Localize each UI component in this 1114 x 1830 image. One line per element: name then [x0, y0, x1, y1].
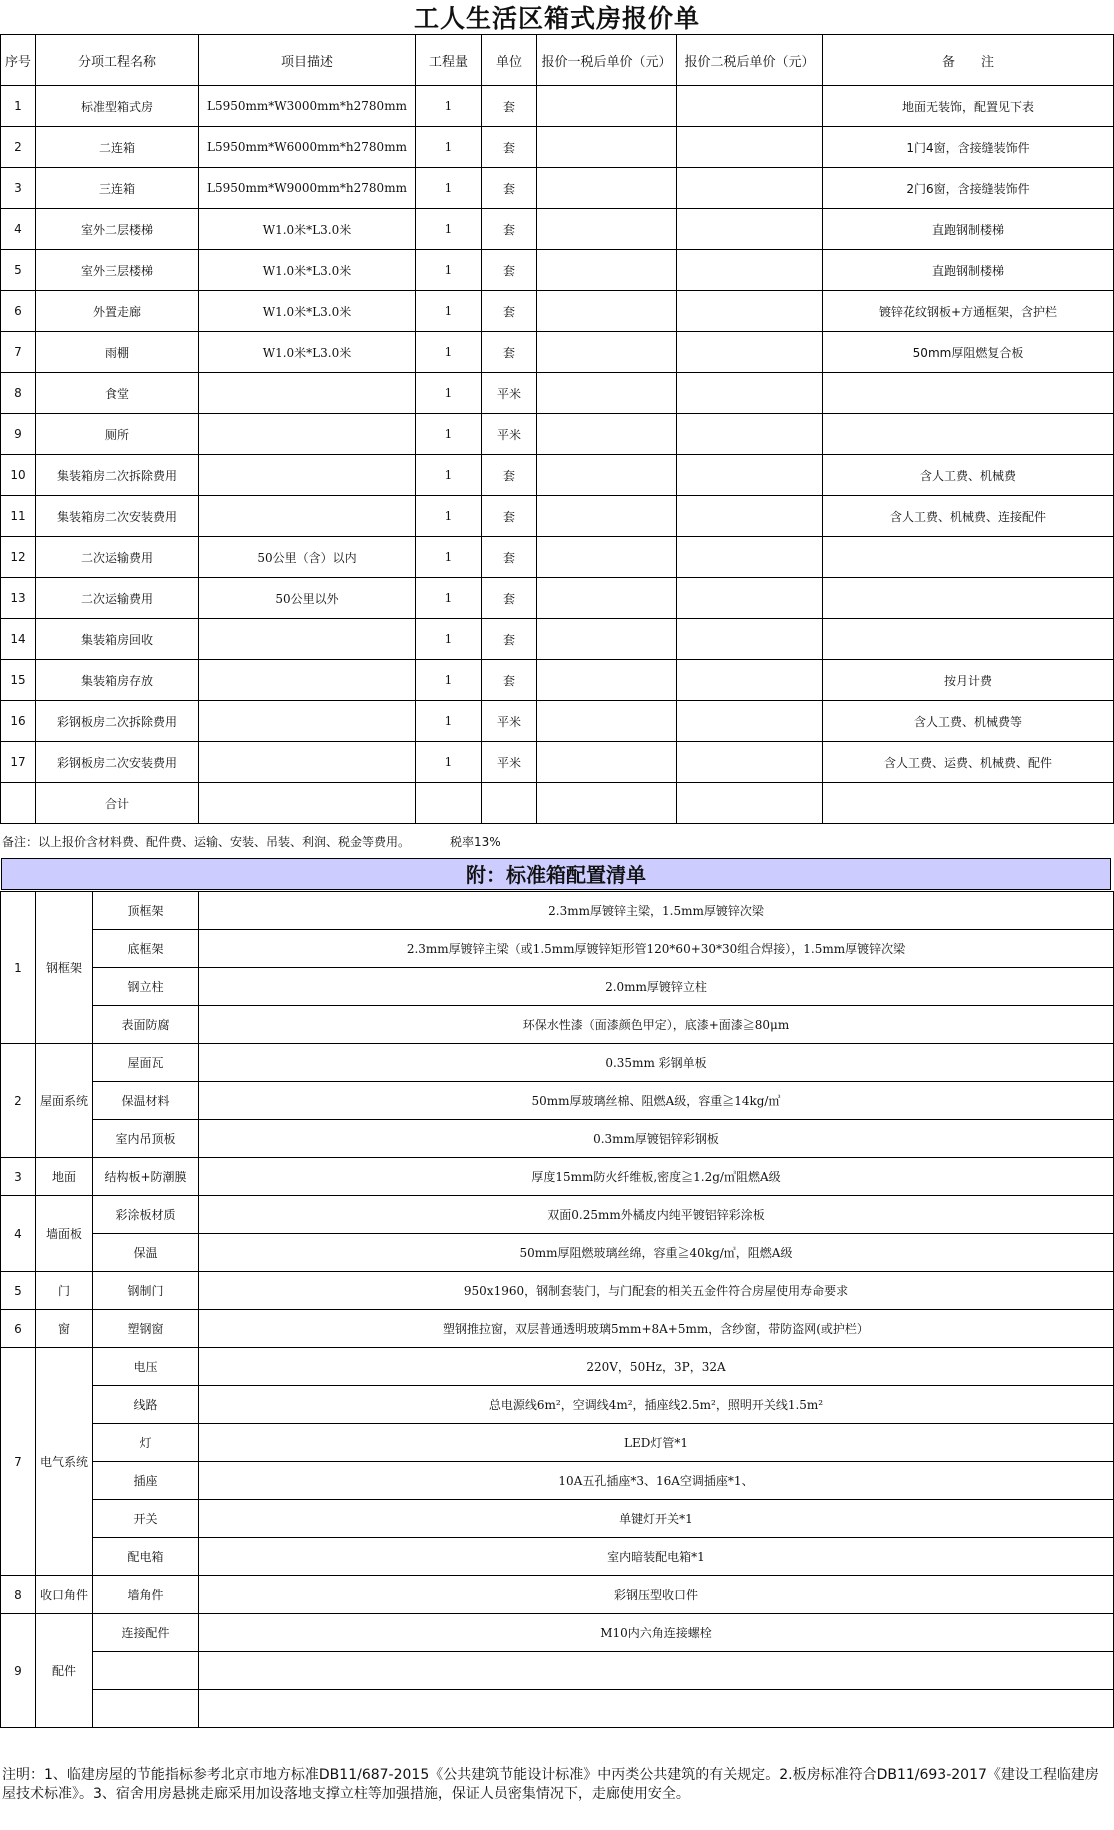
- config-spec: [199, 1652, 1114, 1690]
- config-part: 保温材料: [93, 1082, 199, 1120]
- quote-cell-name: 二次运输费用: [36, 578, 199, 619]
- quote-cell-p2: [677, 373, 823, 414]
- quote-cell-name: 彩钢板房二次拆除费用: [36, 701, 199, 742]
- config-row: [1, 968, 1114, 1006]
- quote-cell-remark: [823, 783, 1114, 824]
- quote-cell-p2: [677, 660, 823, 701]
- config-row: [1, 1500, 1114, 1538]
- config-spec: 厚度15mm防火纤维板,密度≧1.2g/㎥阻燃A级: [199, 1158, 1114, 1196]
- quote-cell-desc: [199, 373, 416, 414]
- quote-cell-no: [1, 783, 36, 824]
- config-spec: LED灯管*1: [199, 1424, 1114, 1462]
- quote-cell-p1: [537, 660, 677, 701]
- quote-cell-unit: 套: [482, 86, 537, 127]
- config-part: [93, 1690, 199, 1728]
- quote-cell-name: 外置走廊: [36, 291, 199, 332]
- config-row: [1, 1006, 1114, 1044]
- config-row: [1, 1462, 1114, 1500]
- quote-cell-no: 17: [1, 742, 36, 783]
- quote-header-cell: 序号: [1, 35, 36, 86]
- config-group-name: 收口角件: [36, 1576, 93, 1614]
- config-part: 钢立柱: [93, 968, 199, 1006]
- quote-header-cell: 分项工程名称: [36, 35, 199, 86]
- quote-cell-name: 标准型箱式房: [36, 86, 199, 127]
- quote-cell-p1: [537, 619, 677, 660]
- quote-cell-unit: 平米: [482, 701, 537, 742]
- quote-cell-remark: 2门6窗，含接缝装饰件: [823, 168, 1114, 209]
- quote-cell-remark: 按月计费: [823, 660, 1114, 701]
- quote-cell-p1: [537, 291, 677, 332]
- quote-cell-unit: 套: [482, 578, 537, 619]
- quote-cell-desc: L5950mm*W6000mm*h2780mm: [199, 127, 416, 168]
- quote-header-cell: 报价二税后单价（元）: [677, 35, 823, 86]
- config-spec: 950x1960，钢制套装门，与门配套的相关五金件符合房屋使用寿命要求: [199, 1272, 1114, 1310]
- quote-cell-unit: 套: [482, 332, 537, 373]
- quote-cell-p2: [677, 578, 823, 619]
- config-part: 插座: [93, 1462, 199, 1500]
- quote-cell-no: 16: [1, 701, 36, 742]
- quote-cell-unit: 套: [482, 619, 537, 660]
- quote-cell-p2: [677, 250, 823, 291]
- quote-cell-p2: [677, 414, 823, 455]
- quote-cell-name: 集装箱房二次安装费用: [36, 496, 199, 537]
- quote-cell-qty: 1: [416, 168, 482, 209]
- config-spec: 双面0.25mm外橘皮内纯平镀铝锌彩涂板: [199, 1196, 1114, 1234]
- quote-row: [1, 660, 1114, 701]
- quote-cell-p1: [537, 578, 677, 619]
- quote-cell-qty: 1: [416, 291, 482, 332]
- quote-cell-no: 4: [1, 209, 36, 250]
- config-part: 保温: [93, 1234, 199, 1272]
- quote-cell-p1: [537, 783, 677, 824]
- quote-cell-p1: [537, 86, 677, 127]
- quote-cell-name: 合计: [36, 783, 199, 824]
- quote-cell-p2: [677, 742, 823, 783]
- config-row: [1, 1348, 1114, 1386]
- quote-cell-p2: [677, 496, 823, 537]
- config-row: [1, 1234, 1114, 1272]
- config-row: [1, 1614, 1114, 1652]
- quote-cell-remark: 含人工费、机械费: [823, 455, 1114, 496]
- config-group-name: 地面: [36, 1158, 93, 1196]
- config-group-name: 电气系统: [36, 1348, 93, 1576]
- config-row: [1, 1272, 1114, 1310]
- quote-cell-qty: 1: [416, 332, 482, 373]
- config-table: [0, 891, 1114, 1728]
- quote-cell-desc: [199, 619, 416, 660]
- config-spec: 10A五孔插座*3、16A空调插座*1、: [199, 1462, 1114, 1500]
- quote-cell-qty: [416, 783, 482, 824]
- config-group-no: 1: [1, 892, 36, 1044]
- quote-cell-name: 三连箱: [36, 168, 199, 209]
- config-part: 顶框架: [93, 892, 199, 930]
- config-group-no: 6: [1, 1310, 36, 1348]
- config-group-no: 8: [1, 1576, 36, 1614]
- quote-cell-desc: [199, 660, 416, 701]
- quote-cell-no: 13: [1, 578, 36, 619]
- quote-cell-name: 集装箱房回收: [36, 619, 199, 660]
- quote-cell-qty: 1: [416, 414, 482, 455]
- config-spec: 塑钢推拉窗，双层普通透明玻璃5mm+8A+5mm，含纱窗，带防盗网(或护栏）: [199, 1310, 1114, 1348]
- config-part: [93, 1652, 199, 1690]
- config-part: 连接配件: [93, 1614, 199, 1652]
- quote-cell-no: 12: [1, 537, 36, 578]
- quote-cell-qty: 1: [416, 373, 482, 414]
- quote-cell-no: 9: [1, 414, 36, 455]
- quote-cell-p1: [537, 742, 677, 783]
- footnote: 注明：1、临建房屋的节能指标参考北京市地方标准DB11/687-2015《公共建筑节能设计标准》中丙类公共建筑的有关规定。2.板房标准符合DB11/693-2017《建设工程临建房屋技术标准》。3、宿舍用房悬挑走廊采用加设落地支撑立柱等加强措施，保证人员密集情况下，走廊使用安全。: [2, 1767, 1099, 1802]
- config-part: 墙角件: [93, 1576, 199, 1614]
- quote-cell-unit: 平米: [482, 742, 537, 783]
- quote-cell-name: 室外三层楼梯: [36, 250, 199, 291]
- quote-row: [1, 742, 1114, 783]
- quote-cell-remark: 1门4窗，含接缝装饰件: [823, 127, 1114, 168]
- quote-row: [1, 209, 1114, 250]
- quote-cell-unit: 套: [482, 455, 537, 496]
- quote-cell-remark: 含人工费、运费、机械费、配件: [823, 742, 1114, 783]
- quote-cell-no: 11: [1, 496, 36, 537]
- config-row: [1, 892, 1114, 930]
- quote-cell-qty: 1: [416, 578, 482, 619]
- quote-cell-unit: 套: [482, 537, 537, 578]
- quote-cell-unit: 套: [482, 660, 537, 701]
- quote-note: [2, 832, 501, 852]
- quote-row: [1, 496, 1114, 537]
- note-text: 备注：以上报价含材料费、配件费、运输、安装、吊装、利润、税金等费用。: [2, 835, 411, 849]
- config-row: [1, 1576, 1114, 1614]
- config-row: [1, 1424, 1114, 1462]
- quote-cell-no: 6: [1, 291, 36, 332]
- quote-row: [1, 291, 1114, 332]
- config-part: 结构板+防潮膜: [93, 1158, 199, 1196]
- quote-cell-unit: 套: [482, 209, 537, 250]
- quote-cell-no: 15: [1, 660, 36, 701]
- quote-cell-p1: [537, 373, 677, 414]
- quote-cell-p1: [537, 496, 677, 537]
- quote-cell-desc: [199, 414, 416, 455]
- config-part: 电压: [93, 1348, 199, 1386]
- config-group-name: 配件: [36, 1614, 93, 1728]
- quote-cell-no: 7: [1, 332, 36, 373]
- quote-cell-p2: [677, 537, 823, 578]
- quote-cell-desc: W1.0米*L3.0米: [199, 291, 416, 332]
- quote-cell-qty: 1: [416, 742, 482, 783]
- quote-cell-unit: 套: [482, 496, 537, 537]
- quote-cell-name: 二次运输费用: [36, 537, 199, 578]
- quote-cell-remark: 地面无装饰，配置见下表: [823, 86, 1114, 127]
- quote-cell-p1: [537, 127, 677, 168]
- quote-row: [1, 455, 1114, 496]
- quote-cell-no: 5: [1, 250, 36, 291]
- config-group-name: 窗: [36, 1310, 93, 1348]
- quote-row: [1, 373, 1114, 414]
- config-part: 钢制门: [93, 1272, 199, 1310]
- quote-cell-no: 1: [1, 86, 36, 127]
- quote-cell-remark: [823, 373, 1114, 414]
- quote-cell-remark: 50mm厚阻燃复合板: [823, 332, 1114, 373]
- page-title: 工人生活区箱式房报价单: [413, 4, 700, 33]
- quote-cell-desc: L5950mm*W3000mm*h2780mm: [199, 86, 416, 127]
- config-group-name: 门: [36, 1272, 93, 1310]
- quote-cell-desc: [199, 496, 416, 537]
- quote-cell-name: 厕所: [36, 414, 199, 455]
- quote-cell-desc: 50公里（含）以内: [199, 537, 416, 578]
- quote-cell-desc: W1.0米*L3.0米: [199, 332, 416, 373]
- quote-cell-remark: 含人工费、机械费、连接配件: [823, 496, 1114, 537]
- quote-cell-remark: 直跑钢制楼梯: [823, 209, 1114, 250]
- config-group-name: 墙面板: [36, 1196, 93, 1272]
- quote-cell-desc: [199, 701, 416, 742]
- quote-cell-remark: 镀锌花纹钢板+方通框架，含护栏: [823, 291, 1114, 332]
- quote-cell-remark: [823, 578, 1114, 619]
- config-part: 塑钢窗: [93, 1310, 199, 1348]
- config-row: [1, 1386, 1114, 1424]
- quote-cell-unit: 套: [482, 291, 537, 332]
- config-row: [1, 1044, 1114, 1082]
- quote-cell-unit: 套: [482, 250, 537, 291]
- appendix-title: 附：标准箱配置清单: [1, 858, 1111, 890]
- quote-cell-p1: [537, 209, 677, 250]
- quote-cell-no: 2: [1, 127, 36, 168]
- quote-row: [1, 414, 1114, 455]
- config-part: 屋面瓦: [93, 1044, 199, 1082]
- config-group-no: 2: [1, 1044, 36, 1158]
- config-spec: 50mm厚玻璃丝棉、阻燃A级，容重≧14kg/㎥: [199, 1082, 1114, 1120]
- quote-cell-p1: [537, 414, 677, 455]
- config-spec: M10内六角连接螺栓: [199, 1614, 1114, 1652]
- config-row: [1, 1196, 1114, 1234]
- quote-cell-p2: [677, 127, 823, 168]
- quote-cell-unit: 套: [482, 127, 537, 168]
- quote-cell-qty: 1: [416, 701, 482, 742]
- quote-row: [1, 619, 1114, 660]
- quote-header-cell: 项目描述: [199, 35, 416, 86]
- quote-row: [1, 86, 1114, 127]
- config-part: 室内吊顶板: [93, 1120, 199, 1158]
- quote-row: [1, 168, 1114, 209]
- quote-cell-p1: [537, 332, 677, 373]
- quote-cell-name: 雨棚: [36, 332, 199, 373]
- config-group-no: 7: [1, 1348, 36, 1576]
- config-row: [1, 1082, 1114, 1120]
- quote-row: [1, 127, 1114, 168]
- config-row: [1, 1310, 1114, 1348]
- config-group-no: 4: [1, 1196, 36, 1272]
- quote-cell-p2: [677, 455, 823, 496]
- quote-header-cell: 备 注: [823, 35, 1114, 86]
- quote-cell-no: 8: [1, 373, 36, 414]
- config-group-name: 钢框架: [36, 892, 93, 1044]
- config-row: [1, 1652, 1114, 1690]
- quote-cell-remark: 直跑钢制楼梯: [823, 250, 1114, 291]
- config-part: 配电箱: [93, 1538, 199, 1576]
- quote-cell-p1: [537, 168, 677, 209]
- config-spec: 220V，50Hz，3P，32A: [199, 1348, 1114, 1386]
- config-spec: 2.0mm厚镀锌立柱: [199, 968, 1114, 1006]
- config-spec: 单键灯开关*1: [199, 1500, 1114, 1538]
- quote-cell-p2: [677, 619, 823, 660]
- quote-cell-qty: 1: [416, 86, 482, 127]
- config-spec: 2.3mm厚镀锌主梁，1.5mm厚镀锌次梁: [199, 892, 1114, 930]
- quote-cell-no: 3: [1, 168, 36, 209]
- config-spec: 彩钢压型收口件: [199, 1576, 1114, 1614]
- config-row: [1, 1158, 1114, 1196]
- quote-header-row: [1, 35, 1114, 86]
- quote-cell-qty: 1: [416, 127, 482, 168]
- config-row: [1, 1690, 1114, 1728]
- config-part: 灯: [93, 1424, 199, 1462]
- config-part: 底框架: [93, 930, 199, 968]
- quote-cell-p2: [677, 86, 823, 127]
- quote-row: [1, 701, 1114, 742]
- quote-cell-p2: [677, 168, 823, 209]
- quote-header-cell: 报价一税后单价（元）: [537, 35, 677, 86]
- quote-cell-desc: W1.0米*L3.0米: [199, 209, 416, 250]
- config-spec: 50mm厚阻燃玻璃丝绵，容重≧40kg/㎥，阻燃A级: [199, 1234, 1114, 1272]
- config-spec: 环保水性漆（面漆颜色甲定），底漆+面漆≧80μm: [199, 1006, 1114, 1044]
- quote-cell-name: 集装箱房存放: [36, 660, 199, 701]
- quote-row: [1, 537, 1114, 578]
- quote-cell-unit: 平米: [482, 373, 537, 414]
- quote-cell-qty: 1: [416, 455, 482, 496]
- quote-cell-p2: [677, 332, 823, 373]
- quote-cell-name: 集装箱房二次拆除费用: [36, 455, 199, 496]
- quote-cell-unit: [482, 783, 537, 824]
- quote-header-cell: 单位: [482, 35, 537, 86]
- quote-row: [1, 332, 1114, 373]
- config-spec: 0.3mm厚镀铝锌彩钢板: [199, 1120, 1114, 1158]
- config-part: 表面防腐: [93, 1006, 199, 1044]
- quote-cell-desc: [199, 783, 416, 824]
- config-group-no: 3: [1, 1158, 36, 1196]
- config-group-no: 9: [1, 1614, 36, 1728]
- config-part: 开关: [93, 1500, 199, 1538]
- quote-row: [1, 783, 1114, 824]
- quote-cell-unit: 套: [482, 168, 537, 209]
- quote-cell-name: 食堂: [36, 373, 199, 414]
- quote-cell-qty: 1: [416, 619, 482, 660]
- config-group-name: 屋面系统: [36, 1044, 93, 1158]
- tax-rate: 税率13%: [450, 835, 501, 849]
- config-spec: 总电源线6m²，空调线4m²，插座线2.5m²，照明开关线1.5m²: [199, 1386, 1114, 1424]
- quote-cell-p1: [537, 537, 677, 578]
- quote-cell-qty: 1: [416, 660, 482, 701]
- config-spec: [199, 1690, 1114, 1728]
- quote-cell-desc: [199, 455, 416, 496]
- config-row: [1, 930, 1114, 968]
- quote-cell-no: 14: [1, 619, 36, 660]
- quote-cell-desc: W1.0米*L3.0米: [199, 250, 416, 291]
- quote-cell-p1: [537, 250, 677, 291]
- quote-cell-desc: 50公里以外: [199, 578, 416, 619]
- quote-cell-p2: [677, 701, 823, 742]
- quote-cell-desc: [199, 742, 416, 783]
- quote-cell-name: 二连箱: [36, 127, 199, 168]
- quote-cell-qty: 1: [416, 250, 482, 291]
- quote-cell-qty: 1: [416, 209, 482, 250]
- quote-row: [1, 250, 1114, 291]
- quote-cell-p2: [677, 291, 823, 332]
- quote-cell-qty: 1: [416, 496, 482, 537]
- quote-cell-unit: 平米: [482, 414, 537, 455]
- config-spec: 0.35mm 彩钢单板: [199, 1044, 1114, 1082]
- quote-cell-remark: [823, 619, 1114, 660]
- quote-cell-p2: [677, 783, 823, 824]
- config-group-no: 5: [1, 1272, 36, 1310]
- quote-cell-p1: [537, 455, 677, 496]
- quote-cell-p2: [677, 209, 823, 250]
- quote-cell-name: 室外二层楼梯: [36, 209, 199, 250]
- quote-cell-desc: L5950mm*W9000mm*h2780mm: [199, 168, 416, 209]
- quote-cell-qty: 1: [416, 537, 482, 578]
- config-part: 彩涂板材质: [93, 1196, 199, 1234]
- quote-cell-remark: 含人工费、机械费等: [823, 701, 1114, 742]
- config-spec: 2.3mm厚镀锌主梁（或1.5mm厚镀锌矩形管120*60+30*30组合焊接），1.5mm厚镀锌次梁: [199, 930, 1114, 968]
- quote-row: [1, 578, 1114, 619]
- quote-cell-p1: [537, 701, 677, 742]
- quote-table: [0, 34, 1114, 824]
- config-part: 线路: [93, 1386, 199, 1424]
- config-row: [1, 1120, 1114, 1158]
- quote-cell-remark: [823, 414, 1114, 455]
- quote-cell-name: 彩钢板房二次安装费用: [36, 742, 199, 783]
- quote-cell-no: 10: [1, 455, 36, 496]
- config-spec: 室内暗装配电箱*1: [199, 1538, 1114, 1576]
- quote-cell-remark: [823, 537, 1114, 578]
- quote-header-cell: 工程量: [416, 35, 482, 86]
- config-row: [1, 1538, 1114, 1576]
